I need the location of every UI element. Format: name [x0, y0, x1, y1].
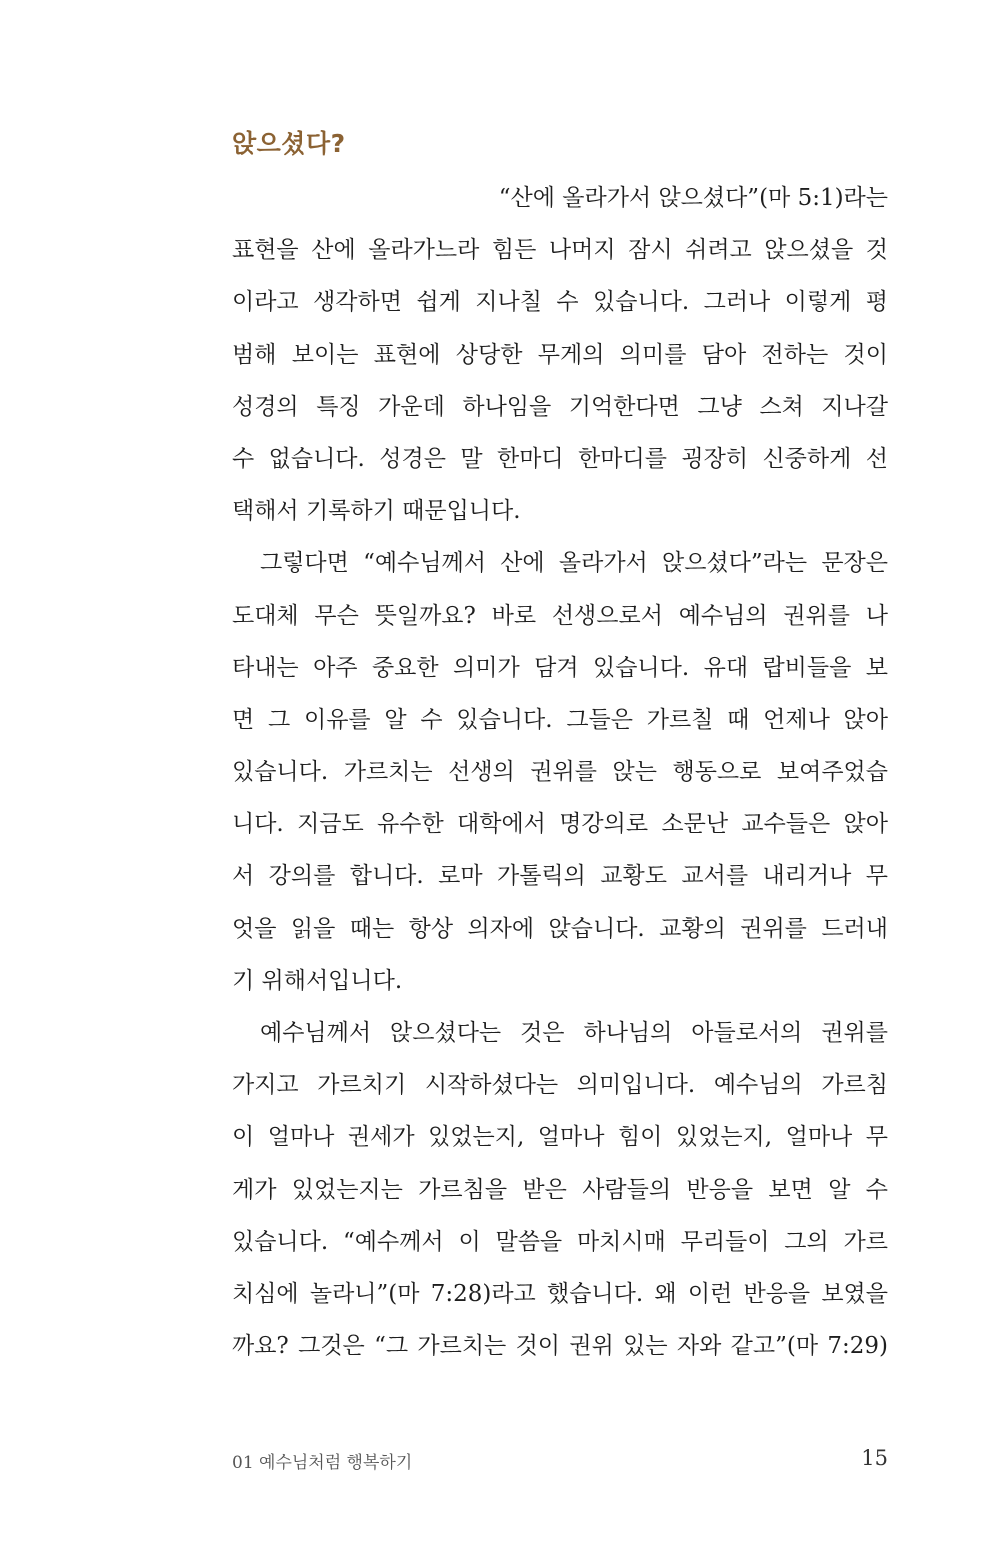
- text-line: 그렇다면 “예수님께서 산에 올라가서 앉으셨다”라는 문장은: [260, 550, 888, 577]
- text-line: 성경의 특징 가운데 하나임을 기억한다면 그냥 스쳐 지나갈: [232, 393, 888, 420]
- text-line: 있습니다. “예수께서 이 말씀을 마치시매 무리들이 그의 가르: [232, 1228, 888, 1255]
- running-footer-title: 01 예수님처럼 행복하기: [232, 1453, 413, 1473]
- text-line: 까요? 그것은 “그 가르치는 것이 권위 있는 자와 같고”(마 7:29): [232, 1333, 888, 1360]
- text-line: 가지고 가르치기 시작하셨다는 의미입니다. 예수님의 가르침: [232, 1072, 888, 1099]
- text-line: 수 없습니다. 성경은 말 한마디 한마디를 굉장히 신중하게 선: [232, 445, 888, 472]
- text-line: “산에 올라가서 앉으셨다”(마 5:1)라는: [498, 185, 888, 211]
- text-line: 면 그 이유를 알 수 있습니다. 그들은 가르칠 때 언제나 앉아: [232, 706, 888, 733]
- text-line: 서 강의를 합니다. 로마 가톨릭의 교황도 교서를 내리거나 무: [232, 863, 888, 890]
- text-line: 이 얼마나 권세가 있었는지, 얼마나 힘이 있었는지, 얼마나 무: [232, 1124, 888, 1151]
- text-line: 있습니다. 가르치는 선생의 권위를 앉는 행동으로 보여주었습: [232, 759, 888, 786]
- text-line: 니다. 지금도 유수한 대학에서 명강의로 소문난 교수들은 앉아: [232, 811, 888, 838]
- text-line: 치심에 놀라니”(마 7:28)라고 했습니다. 왜 이런 반응을 보였을: [232, 1280, 888, 1307]
- text-line: 범해 보이는 표현에 상당한 무게의 의미를 담아 전하는 것이: [232, 341, 888, 368]
- text-line: 예수님께서 앉으셨다는 것은 하나님의 아들로서의 권위를: [260, 1020, 888, 1046]
- text-line: 택해서 기록하기 때문입니다.: [232, 498, 521, 525]
- text-line: 기 위해서입니다.: [232, 967, 403, 994]
- page-number: 15: [861, 1446, 888, 1470]
- text-line: 게가 있었는지는 가르침을 받은 사람들의 반응을 보면 알 수: [232, 1176, 888, 1203]
- section-heading: 앉으셨다?: [232, 129, 346, 158]
- text-line: 엇을 읽을 때는 항상 의자에 앉습니다. 교황의 권위를 드러내: [232, 915, 888, 942]
- text-line: 이라고 생각하면 쉽게 지나칠 수 있습니다. 그러나 이렇게 평: [232, 289, 888, 316]
- body-text: [232, 172, 888, 1372]
- text-line: 타내는 아주 중요한 의미가 담겨 있습니다. 유대 랍비들을 보: [232, 654, 888, 681]
- text-line: 표현을 산에 올라가느라 힘든 나머지 잠시 쉬려고 앉으셨을 것: [232, 237, 888, 264]
- text-line: 도대체 무슨 뜻일까요? 바로 선생으로서 예수님의 권위를 나: [232, 602, 888, 629]
